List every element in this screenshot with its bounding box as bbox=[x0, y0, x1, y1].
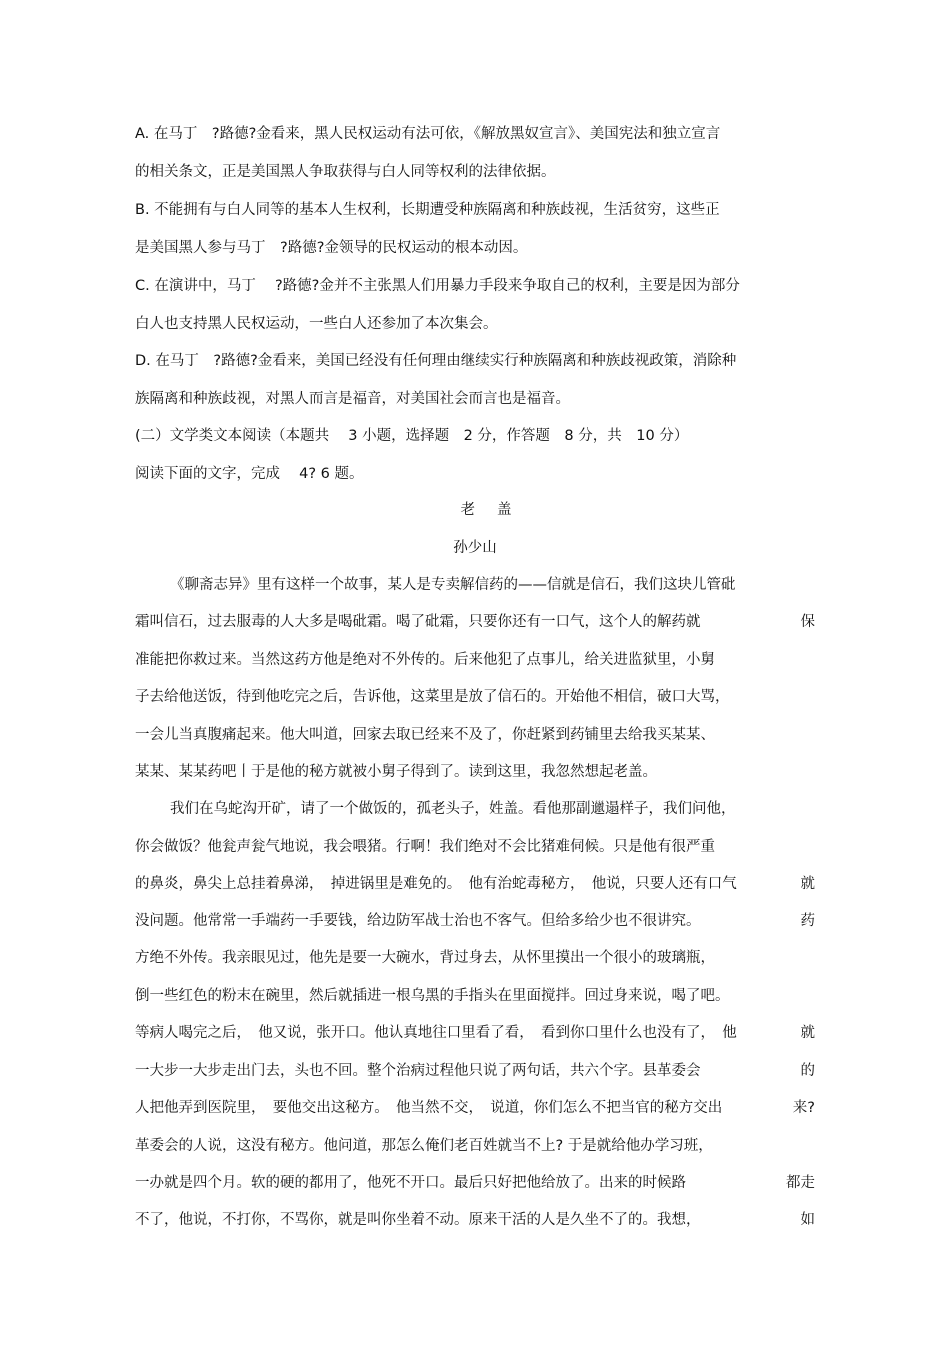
paragraph-2-line-12 bbox=[135, 1210, 815, 1230]
paragraph-2-line-7 bbox=[135, 1023, 815, 1043]
paragraph-2-line-4-tail: 药 bbox=[800, 913, 815, 929]
paragraph-2-line-2: 你会做饭？他瓮声瓮气地说，我会喂猪。行啊！我们绝对不会比猪难伺候。只是他有很严重 bbox=[135, 839, 715, 855]
paragraph-2-line-9 bbox=[135, 1098, 815, 1118]
option-c-line-1: C. 在演讲中，马丁 ?路德?金并不主张黑人们用暴力手段来争取自己的权利，主要是因为部分 bbox=[135, 278, 740, 294]
paragraph-1-line-4: 子去给他送饭，待到他吃完之后，告诉他，这菜里是放了信石的。开始他不相信，破口大骂， bbox=[135, 689, 730, 705]
paragraph-2-line-8-tail: 的 bbox=[800, 1063, 815, 1079]
paragraph-1-line-1: 《聊斋志异》里有这样一个故事，某人是专卖解信药的——信就是信石，我们这块儿管砒 bbox=[170, 577, 736, 593]
paragraph-1-line-2-tail: 保 bbox=[800, 614, 815, 630]
paragraph-2-line-3 bbox=[135, 874, 815, 894]
article-title: 老盖 bbox=[460, 502, 534, 518]
paragraph-2-line-12-text: 不了，他说，不打你，不骂你，就是叫你坐着不动。原来干活的人是久坐不了的。我想， bbox=[135, 1212, 701, 1228]
paragraph-1-line-2 bbox=[135, 612, 815, 632]
paragraph-2-line-5: 方绝不外传。我亲眼见过，他先是要一大碗水，背过身去，从怀里摸出一个很小的玻璃瓶， bbox=[135, 950, 715, 966]
paragraph-2-line-11-text: 一办就是四个月。软的硬的都用了，他死不开口。最后只好把他给放了。出来的时候路 bbox=[135, 1175, 686, 1191]
paragraph-2-line-9-tail: 来? bbox=[792, 1100, 815, 1116]
paragraph-2-line-1: 我们在乌蛇沟开矿，请了一个做饭的，孤老头子，姓盖。看他那副邋遢样子，我们问他， bbox=[170, 801, 736, 817]
paragraph-2-line-7-tail: 就 bbox=[800, 1025, 815, 1041]
option-d-line-2: 族隔离和种族歧视，对黑人而言是福音，对美国社会而言也是福音。 bbox=[135, 391, 570, 407]
paragraph-2-line-8 bbox=[135, 1061, 815, 1081]
paragraph-2-line-7-text: 等病人喝完之后， 他又说，张开口。他认真地往口里看了看， 看到你口里什么也没有了， 他 bbox=[135, 1025, 737, 1041]
paragraph-2-line-12-tail: 如 bbox=[800, 1212, 815, 1228]
paragraph-2-line-10: 革委会的人说，这没有秘方。他问道，那怎么俺们老百姓就当不上? 于是就给他办学习班， bbox=[135, 1138, 713, 1154]
paragraph-2-line-3-tail: 就 bbox=[800, 876, 815, 892]
option-b-line-2: 是美国黑人参与马丁 ?路德?金领导的民权运动的根本动因。 bbox=[135, 240, 528, 256]
option-c-line-2: 白人也支持黑人民权运动，一些白人还参加了本次集会。 bbox=[135, 316, 498, 332]
option-a-line-2: 的相关条文，正是美国黑人争取获得与白人同等权利的法律依据。 bbox=[135, 164, 556, 180]
paragraph-2-line-8-text: 一大步一大步走出门去，头也不回。整个治病过程他只说了两句话，共六个字。县革委会 bbox=[135, 1063, 701, 1079]
paragraph-2-line-4-text: 没问题。他常常一手端药一手要钱，给边防军战士治也不客气。但给多给少也不很讲究。 bbox=[135, 913, 701, 929]
paragraph-2-line-11 bbox=[135, 1173, 815, 1193]
paragraph-2-line-9-text: 人把他弄到医院里， 要他交出这秘方。 他当然不交， 说道，你们怎么不把当官的秘方交出 bbox=[135, 1100, 723, 1116]
section-heading: (二）文学类文本阅读（本题共 3 小题，选择题 2 分，作答题 8 分，共 10 分） bbox=[135, 428, 689, 444]
paragraph-1-line-5: 一会儿当真腹痛起来。他大叫道，回家去取已经来不及了，你赶紧到药铺里去给我买某某、 bbox=[135, 727, 715, 743]
paragraph-1-line-3: 准能把你救过来。当然这药方他是绝对不外传的。后来他犯了点事儿，给关进监狱里，小舅 bbox=[135, 652, 715, 668]
paragraph-2-line-11-tail: 都走 bbox=[786, 1175, 815, 1191]
paragraph-2-line-6: 倒一些红色的粉末在碗里，然后就插进一根乌黑的手指头在里面搅拌。回过身来说，喝了吧。 bbox=[135, 988, 730, 1004]
option-b-line-1: B. 不能拥有与白人同等的基本人生权利，长期遭受种族隔离和种族歧视，生活贫穷，这些正 bbox=[135, 202, 720, 218]
option-a-line-1: A. 在马丁 ?路德?金看来，黑人民权运动有法可依，《解放黑奴宣言》、美国宪法和独立宣言 bbox=[135, 126, 721, 142]
section-instruction: 阅读下面的文字，完成 4? 6 题。 bbox=[135, 466, 364, 482]
paragraph-1-line-2-text: 霜叫信石，过去服毒的人大多是喝砒霜。喝了砒霜，只要你还有一口气，这个人的解药就 bbox=[135, 614, 701, 630]
paragraph-2-line-3-text: 的鼻炎，鼻尖上总挂着鼻涕， 掉进锅里是难免的。 他有治蛇毒秘方， 他说，只要人还有口气 bbox=[135, 876, 737, 892]
option-d-line-1: D. 在马丁 ?路德?金看来，美国已经没有任何理由继续实行种族隔离和种族歧视政策，消除种 bbox=[135, 353, 737, 369]
article-author: 孙少山 bbox=[453, 540, 497, 556]
paragraph-1-line-6: 某某、某某药吧丨于是他的秘方就被小舅子得到了。读到这里，我忽然想起老盖。 bbox=[135, 764, 657, 780]
paragraph-2-line-4 bbox=[135, 911, 815, 931]
